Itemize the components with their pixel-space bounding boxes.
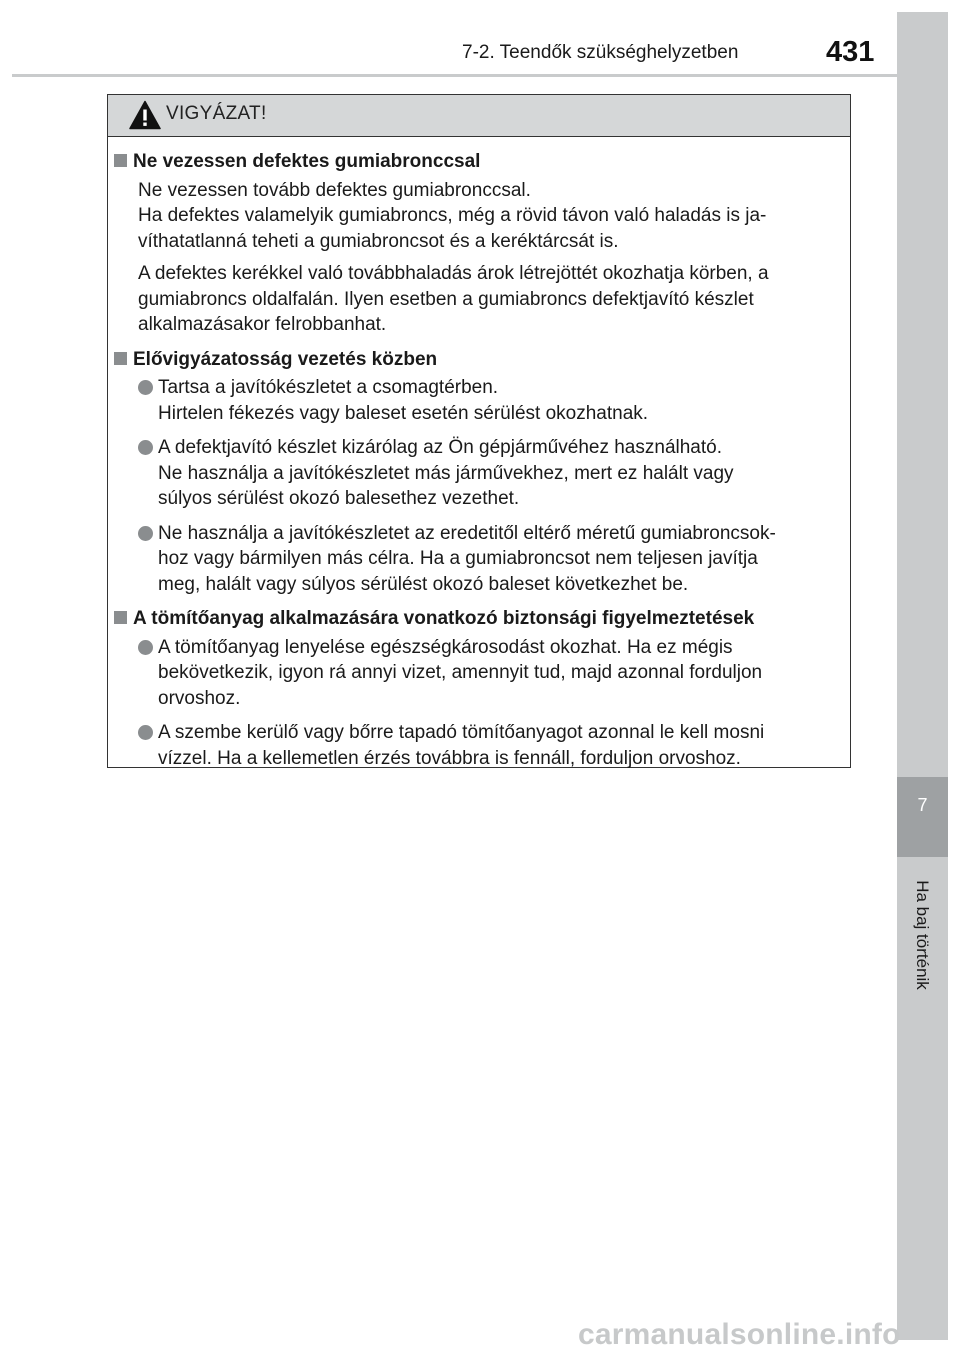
section-heading-text: Ne vezessen defektes gumiabronccsal (133, 151, 481, 172)
square-bullet-icon (114, 611, 127, 624)
square-bullet-icon (114, 154, 127, 167)
text-line: meg, halált vagy súlyos sérülést okozó baleset következhet be. (158, 573, 689, 595)
watermark: carmanualsonline.info (578, 1318, 901, 1351)
paragraph (114, 178, 838, 255)
list-item (114, 375, 838, 426)
text-line: víthatatlanná teheti a gumiabroncsot és a keréktárcsát is. (138, 230, 619, 252)
square-bullet-icon (114, 352, 127, 365)
text-line: súlyos sérülést okozó balesethez vezethet. (158, 488, 520, 509)
round-bullet-icon (138, 640, 153, 655)
warning-box (107, 94, 851, 768)
chapter-title: Ha baj történik (913, 880, 932, 990)
text-line: bekövetkezik, igyon rá annyi vizet, amennyit tud, majd azonnal forduljon (158, 662, 763, 683)
section-heading (114, 606, 838, 632)
text-line: alkalmazásakor felrobbanhat. (138, 314, 387, 335)
text-line: A defektjavító készlet kizárólag az Ön gépjárművéhez használható. (158, 437, 722, 458)
list-item (114, 521, 838, 598)
text-line: Hirtelen fékezés vagy baleset esetén sérülést okozhatnak. (158, 402, 649, 424)
list-item (114, 435, 838, 512)
warning-body (108, 137, 850, 771)
list-item (114, 720, 838, 771)
text-line: vízzel. Ha a kellemetlen érzés továbbra is fennáll, forduljon orvoshoz. (158, 747, 741, 769)
chapter-tab-active-marker (897, 777, 948, 857)
text-line: Ne vezessen tovább defektes gumiabronccsal. (138, 179, 531, 201)
text-line: A defektes kerékkel való továbbhaladás árok létrejöttét okozhatja körben, a (138, 263, 769, 284)
round-bullet-icon (138, 725, 153, 740)
section-title: 7-2. Teendők szükséghelyzetben (462, 42, 739, 63)
text-line: gumiabroncs oldalfalán. Ilyen esetben a gumiabroncs defektjavító készlet (138, 288, 754, 310)
header-rule (12, 74, 948, 77)
chapter-number: 7 (917, 795, 928, 815)
page-number: 431 (826, 36, 875, 68)
round-bullet-icon (138, 440, 153, 455)
text-line: orvoshoz. (158, 687, 241, 709)
text-line: Ne használja a javítókészletet más járművekhez, mert ez halált vagy (158, 462, 734, 484)
section-heading-text: A tömítőanyag alkalmazására vonatkozó biztonsági figyelmeztetések (133, 608, 755, 629)
warning-header (108, 95, 850, 137)
section-heading (114, 347, 838, 373)
paragraph (114, 261, 838, 338)
round-bullet-icon (138, 526, 153, 541)
list-item (114, 635, 838, 712)
warning-triangle-icon (129, 100, 161, 130)
text-line: Ne használja a javítókészletet az eredetitől eltérő méretű gumiabroncsok- (158, 522, 776, 544)
section-heading-text: Elővigyázatosság vezetés közben (133, 348, 438, 370)
text-line: hoz vagy bármilyen más célra. Ha a gumiabroncsot nem teljesen javítja (158, 548, 758, 569)
warning-label: VIGYÁZAT! (166, 103, 267, 124)
text-line: A tömítőanyag lenyelése egészségkárosodást okozhat. Ha ez mégis (158, 636, 733, 658)
text-line: A szembe kerülő vagy bőrre tapadó tömítőanyagot azonnal le kell mosni (158, 722, 765, 743)
chapter-side-tab (897, 12, 948, 1340)
text-line: Ha defektes valamelyik gumiabroncs, még a rövid távon való haladás is ja- (138, 205, 767, 226)
section-heading (114, 149, 838, 175)
round-bullet-icon (138, 380, 153, 395)
text-line: Tartsa a javítókészletet a csomagtérben. (158, 377, 499, 398)
